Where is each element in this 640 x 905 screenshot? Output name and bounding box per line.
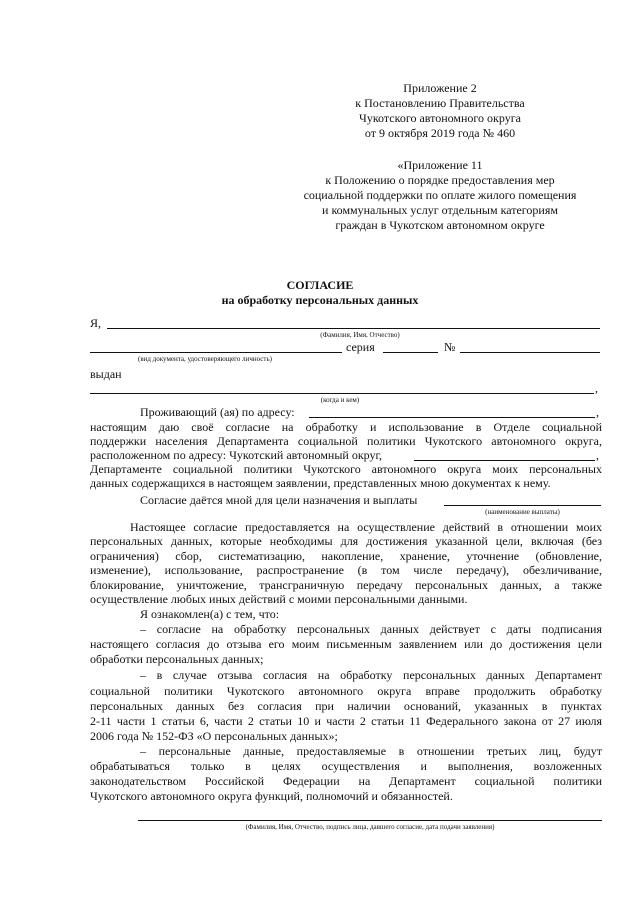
consent-text-line: Департаменте социальной политики Чукотского автономного округа моих персональных	[90, 462, 602, 476]
document-type-field[interactable]	[90, 352, 342, 353]
series-label: серия	[346, 340, 375, 354]
fio-field[interactable]	[107, 328, 600, 329]
item-text-line: настоящего согласия до отзыва его моим письменным заявлением или до достижения цели	[90, 637, 602, 651]
address-comma: ,	[596, 405, 599, 419]
appendix-line: от 9 октября 2019 года № 460	[364, 126, 516, 140]
scope-text-line: изменение), использование, распространение (в том числе передачу), обезличивание,	[90, 563, 602, 577]
annex-line: к Положению о порядке предоставления мер	[325, 173, 555, 187]
scope-text-line: осуществление любых иных действий с моими персональными данными.	[90, 592, 468, 606]
number-label: №	[444, 340, 456, 354]
item-text-line: – персональные данные, предоставляемые в отношении третьих лиц, будут	[140, 744, 602, 758]
purpose-label: Согласие даётся мной для цели назначения и выплаты	[140, 493, 418, 507]
item-text-line: Чукотского автономного округа функций, полномочий и обязанностей.	[90, 789, 453, 803]
item-text-line: 2006 года № 152-ФЗ «О персональных данных»;	[90, 729, 338, 743]
scope-text-line: Настоящее согласие предоставляется на осуществление действий в отношении моих	[130, 520, 602, 534]
issued-field[interactable]	[90, 393, 594, 394]
item-text-line: – согласие на обработку персональных данных действует с даты подписания	[140, 622, 602, 636]
scope-text-line: персональных данных, которые необходимы для достижения указанной цели, включая (без	[90, 534, 602, 548]
acknowledge-text: Я ознакомлен(а) с тем, что:	[140, 607, 280, 621]
appendix-line: к Постановлению Правительства	[355, 96, 525, 110]
annex-line: социальной поддержки по оплате жилого помещения	[303, 188, 577, 202]
issued-caption: (когда и кем)	[320, 396, 360, 404]
annex-line: и коммунальных услуг отдельным категориям	[322, 203, 558, 217]
signature-caption: (Фамилия, Имя, Отчество, подпись лица, давшего согласие, дата подачи заявления)	[245, 823, 495, 831]
signature-field[interactable]	[138, 820, 602, 821]
item-text-line: – в случае отзыва согласия на обработку персональных данных Департамент	[140, 668, 602, 682]
document-subtitle: на обработку персональных данных	[221, 293, 419, 307]
fio-caption: (Фамилия, Имя, Отчество)	[320, 331, 400, 339]
item-text-line: обработки персональных данных;	[90, 652, 264, 666]
located-comma: ,	[596, 448, 599, 462]
scope-text-line: блокирование, уничтожение, трансграничную передачу персональных данных, а также	[90, 578, 602, 592]
item-text-line: социальной политики Чукотского автономного округа вправе продолжить обработку	[90, 684, 602, 698]
scope-text-line: ограничения) сбор, систематизацию, накопление, хранение, уточнение (обновление,	[90, 549, 602, 563]
item-text-line: 2-11 части 1 статьи 6, части 2 статьи 10 и части 2 статьи 11 Федерального закона от 27 июля	[90, 714, 602, 728]
purpose-caption: (наименование выплаты)	[485, 508, 560, 516]
located-label: расположенном по адресу: Чукотский автономный округ,	[90, 448, 383, 462]
address-label: Проживающий (ая) по адресу:	[140, 405, 295, 419]
item-text-line: персональных данных без согласия при наличии оснований, указанных в пунктах	[90, 699, 602, 713]
appendix-line: Приложение 2	[403, 81, 477, 95]
located-address-field[interactable]	[414, 460, 595, 461]
issued-label: выдан	[90, 367, 122, 381]
document-caption: (вид документа, удостоверяющего личность)	[137, 355, 272, 363]
annex-line: «Приложение 11	[397, 158, 483, 172]
appendix-line: Чукотского автономного округа	[359, 111, 521, 125]
consent-text-line: данных содержащихся в настоящем заявлении, представленных мною документах к нему.	[90, 476, 551, 490]
document-title: СОГЛАСИЕ	[286, 278, 354, 292]
consent-text-line: настоящим даю своё согласие на обработку и использование в Отделе социальной	[90, 420, 602, 434]
purpose-field[interactable]	[444, 505, 601, 506]
item-text-line: законодательством Российской Федерации на Департамент социальной политики	[90, 774, 602, 788]
series-field[interactable]	[383, 352, 438, 353]
consent-text-line: поддержки населения Департамента социальной политики Чукотского автономного округа,	[90, 434, 602, 448]
issued-comma: ,	[595, 381, 598, 395]
address-field[interactable]	[309, 417, 595, 418]
item-text-line: обрабатываться только в целях осуществления и выполнения, возложенных	[90, 759, 602, 773]
annex-line: граждан в Чукотском автономном округе	[335, 218, 545, 232]
ya-label: Я,	[90, 316, 102, 330]
number-field[interactable]	[460, 352, 600, 353]
